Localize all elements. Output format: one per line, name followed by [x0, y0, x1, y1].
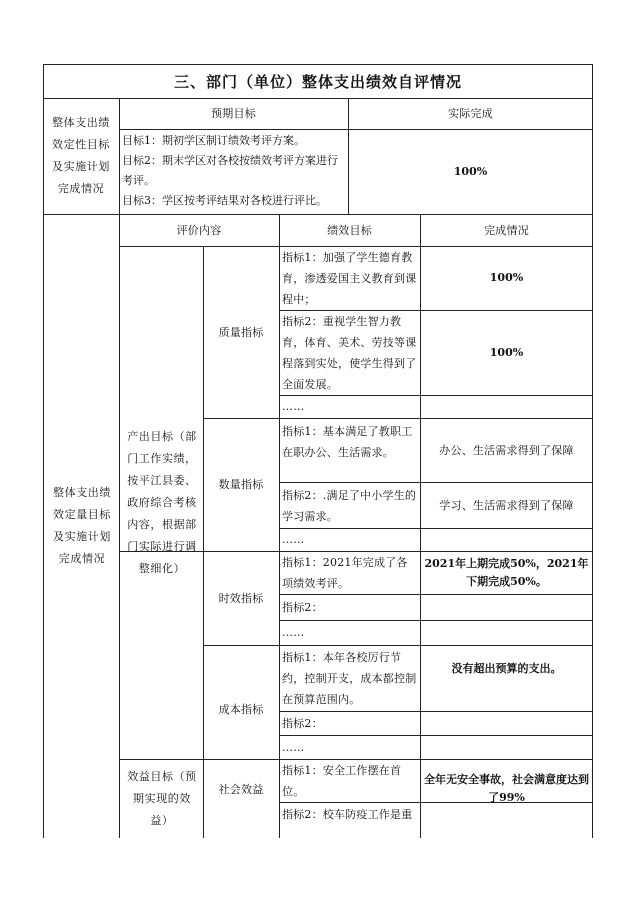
- output-target-label: 产出目标（部门工作实绩，按平江县委、政府综合考核内容，根据部门实际进行调整细化）: [127, 429, 197, 575]
- qualitative-row-label: 整体支出绩效定性目标及实施计划完成情况: [52, 116, 110, 195]
- quality-more: ……: [282, 400, 305, 413]
- timeliness-indicator-label: 时效指标: [218, 591, 264, 605]
- social-indicator-1: 指标1：安全工作摆在首位。: [282, 764, 402, 798]
- evaluation-content-header: 评价内容: [176, 223, 222, 237]
- social-result-1: 全年无安全事故，社会满意度达到了99%: [424, 773, 589, 804]
- social-benefit-label: 社会效益: [218, 782, 264, 796]
- quality-result-2: 100%: [489, 345, 524, 359]
- quantity-result-1: 办公、生活需求得到了保障: [439, 443, 574, 457]
- quality-indicator-2: 指标2：重视学生智力教育，体育、美术、劳技等课程落到实处，使学生得到了全面发展。: [282, 315, 417, 391]
- timeliness-indicator-1: 指标1：2021年完成了各项绩效考评。: [282, 556, 408, 590]
- actual-completion-value: 100%: [453, 164, 488, 178]
- goal-item: 目标2：期末学区对各校按绩效考评方案进行考评。: [122, 154, 338, 187]
- completion-header: 完成情况: [484, 223, 529, 237]
- goal-item: 目标3：学区按考评结果对各校进行评比。: [122, 194, 327, 207]
- performance-target-header: 绩效目标: [327, 223, 372, 237]
- quantity-indicator-label: 数量指标: [218, 478, 264, 491]
- rule: [43, 64, 44, 838]
- rule: [119, 98, 120, 838]
- cost-indicator-2: 指标2：: [282, 716, 323, 730]
- expected-goals-list: [122, 131, 347, 213]
- cost-result-1: 没有超出预算的支出。: [451, 662, 562, 675]
- rule: [279, 214, 280, 838]
- quality-result-1: 100%: [489, 271, 524, 284]
- actual-completion-header: 实际完成: [448, 107, 493, 120]
- quantity-indicator-2: 指标2：.满足了中小学生的学习需求。: [282, 488, 417, 523]
- evaluation-table: [43, 64, 593, 838]
- quality-indicator-1: 指标1：加强了学生德育教育，渗透爱国主义教育到课程中；: [282, 251, 417, 306]
- quantity-more: ……: [282, 533, 305, 546]
- quantity-indicator-1: 指标1：基本满足了教职工在职办公、生活需求。: [282, 425, 413, 459]
- timeliness-result-1: 2021年上期完成50%，2021年下期完成50%。: [424, 556, 589, 588]
- timeliness-more: ……: [282, 626, 305, 639]
- benefit-target-label: 效益目标（预期实现的效益）: [127, 769, 197, 827]
- quality-indicator-label: 质量指标: [218, 325, 264, 339]
- goal-item: 目标1：期初学区制订绩效考评方案。: [122, 134, 305, 147]
- quantity-result-2: 学习、生活需求得到了保障: [439, 498, 574, 512]
- quantitative-row-label: 整体支出绩效定量目标及实施计划完成情况: [53, 486, 111, 565]
- section-title: 三、部门（单位）整体支出绩效自评情况: [173, 72, 462, 91]
- expected-goals-header: 预期目标: [211, 107, 256, 120]
- social-indicator-2: 指标2：校车防疫工作是重: [282, 807, 413, 821]
- timeliness-indicator-2: 指标2：: [282, 600, 323, 614]
- cost-indicator-1: 指标1：本年各校厉行节约，控制开支，成本都控制在预算范围内。: [282, 651, 417, 706]
- cost-indicator-label: 成本指标: [218, 702, 264, 716]
- cost-more: ……: [282, 740, 305, 754]
